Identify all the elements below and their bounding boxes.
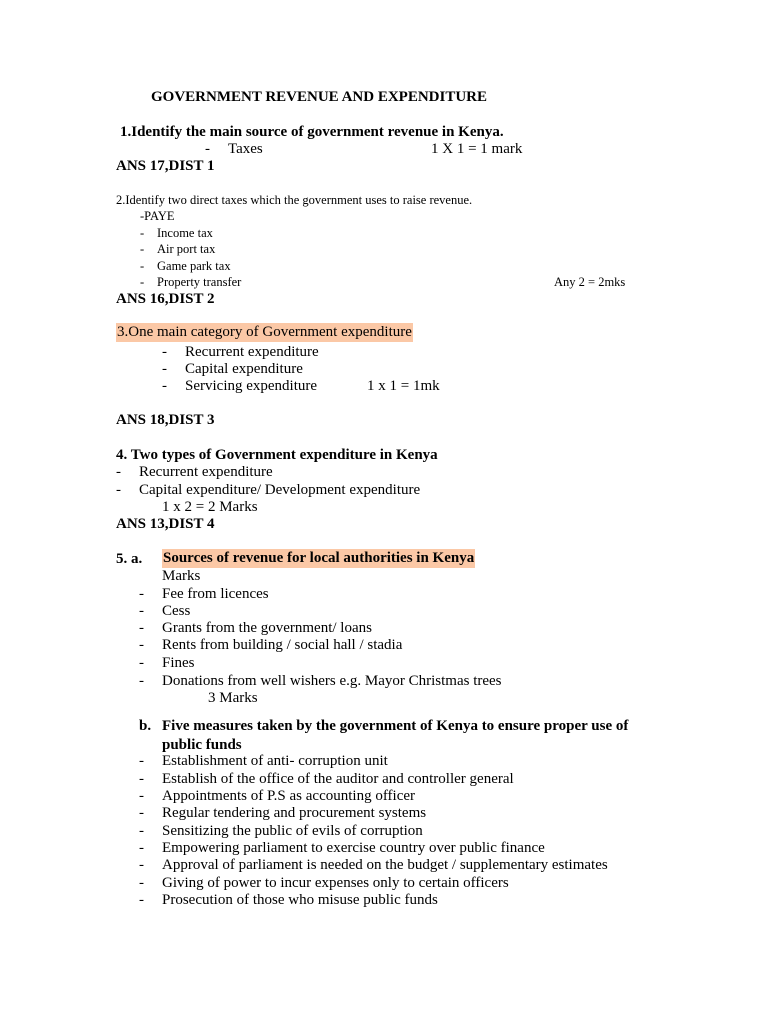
bullet-dash: - [139,857,144,873]
bullet-dash: - [116,464,121,480]
answer-reference: ANS 17,DIST 1 [116,158,215,174]
answer-item: Appointments of P.S as accounting officer [162,788,416,804]
marks-text: 1 X 1 = 1 mark [431,141,523,157]
answer-item: Income tax [157,226,213,240]
answer-item: Servicing expenditure [185,378,318,394]
answer-item: Capital expenditure/ Development expenditure [139,482,421,498]
answer-item: Taxes [228,141,263,157]
answer-item: Grants from the government/ loans [162,620,372,636]
marks-text: 1 x 2 = 2 Marks [162,499,258,515]
page-title: GOVERNMENT REVENUE AND EXPENDITURE [151,89,488,105]
bullet-dash: - [139,603,144,619]
answer-item: Recurrent expenditure [139,464,273,480]
bullet-dash: - [139,673,144,689]
answer-item: Establishment of anti- corruption unit [162,753,388,769]
bullet-dash: - [139,753,144,769]
answer-reference: ANS 16,DIST 2 [116,291,215,307]
answer-item: Prosecution of those who misuse public funds [162,892,438,908]
bullet-dash: - [139,586,144,602]
bullet-dash: - [140,259,145,273]
marks-label: Marks [162,568,201,584]
question-5b-line2: public funds [162,737,242,753]
answer-item: Cess [162,603,191,619]
answer-reference: ANS 13,DIST 4 [116,516,215,532]
answer-item: Fee from licences [162,586,269,602]
bullet-dash: - [162,344,167,360]
bullet-dash: - [140,275,145,289]
question-4: 4. Two types of Government expenditure in Kenya [116,447,438,463]
question-3 [116,325,413,340]
bullet-dash: - [139,805,144,821]
answer-item: Giving of power to incur expenses only to certain officers [162,875,509,891]
bullet-dash: - [162,378,167,394]
answer-item: Sensitizing the public of evils of corruption [162,823,423,839]
question-5b-line1: Five measures taken by the government of Kenya to ensure proper use of [162,718,629,734]
answer-item: Capital expenditure [185,361,303,377]
question-letter: b. [139,718,152,734]
bullet-dash: - [139,620,144,636]
question-number: 5. a. [116,551,143,567]
answer-item: Fines [162,655,195,671]
answer-item: Rents from building / social hall / stadia [162,637,403,653]
answer-item: Recurrent expenditure [185,344,319,360]
answer-item: Donations from well wishers e.g. Mayor Christmas trees [162,673,502,689]
bullet-dash: - [139,788,144,804]
marks-text: Any 2 = 2mks [554,275,626,289]
answer-item: Approval of parliament is needed on the budget / supplementary estimates [162,857,608,873]
marks-text: 3 Marks [208,690,258,706]
question-2: 2.Identify two direct taxes which the government uses to raise revenue. [116,193,473,207]
bullet-dash: - [140,226,145,240]
marks-text: 1 x 1 = 1mk [367,378,440,394]
bullet-dash: - [139,771,144,787]
answer-item: -PAYE [140,209,175,223]
question-1: 1.Identify the main source of government revenue in Kenya. [120,124,504,140]
bullet-dash: - [116,482,121,498]
answer-reference: ANS 18,DIST 3 [116,412,215,428]
bullet-dash: - [139,892,144,908]
bullet-dash: - [139,655,144,671]
bullet-dash: - [140,242,145,256]
question-5a [162,551,475,566]
answer-item: Empowering parliament to exercise country over public finance [162,840,545,856]
highlighted-question: 3.One main category of Government expenditure [117,324,412,340]
bullet-dash: - [139,840,144,856]
bullet-dash: - [205,141,210,157]
answer-item: Air port tax [157,242,216,256]
answer-item: Establish of the office of the auditor and controller general [162,771,514,787]
highlighted-question: Sources of revenue for local authorities in Kenya [163,550,475,566]
bullet-dash: - [139,637,144,653]
answer-item: Game park tax [157,259,231,273]
bullet-dash: - [139,823,144,839]
bullet-dash: - [139,875,144,891]
bullet-dash: - [162,361,167,377]
answer-item: Property transfer [157,275,242,289]
answer-item: Regular tendering and procurement systems [162,805,427,821]
